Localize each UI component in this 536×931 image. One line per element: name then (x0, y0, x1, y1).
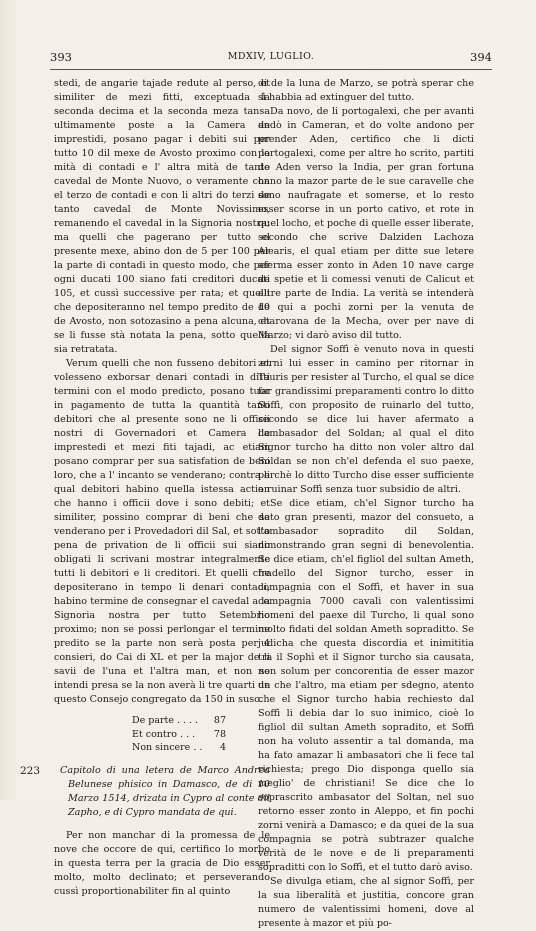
left-page-number: 393 (50, 50, 72, 64)
vote-value: 4 (219, 742, 226, 753)
paragraph: Per non manchar di la promessa de le nove che occore de qui, certifico lo morbo in questa terra per la gracia de Dio esser molto, molto declinato; et perseverando cussì proportionabiliter fin al quinto (54, 829, 270, 897)
left-column (20, 77, 270, 899)
vote-row (132, 741, 270, 755)
running-title: MDXIV, LUGLIO. (227, 51, 315, 62)
document-entry (20, 764, 270, 820)
paragraph: Da novo, de li portogalexi, che per avanti andò in Cameran, et do volte andono per prender Aden, certifico che li dicti portogalexi, come per altre ho scrito, partiti de Aden verso la India, per gran fortuna hano la mazor parte de le sue caravelle che sono naufragate et somerse, et lo resto esser scorse in un porto cativo, et rote in quel locho, et poche di quelle esser liberate, secondo che scrive Dalziden Lachoza Alearis, el qual etiam per ditte sue letere aferma esser zonto in Aden 10 nave carge de spetie et li comessi venuti de Calicut et altre parte de India. La verità se intenderà de qui a pochi zorni per la venuta de charovana de la Mecha, over per nave di Marzo; vi darò aviso dil tutto. (258, 106, 474, 341)
vote-value: 78 (213, 728, 226, 740)
vote-label: De parte . . . . (132, 715, 199, 726)
paragraph: Verum quelli che non fusseno debitori et volesseno exborsar denari contadi in ditti termini con el modo predicto, posano tuor in pagamento de tutta la quantità tanti debitori che al presente sono ne li officii nostri di Governadori et Camera de imprestedi et mezi fiti tajadi, ac etiam posano comprar per sua satisfation de beni loro, che a l' incanto se venderano; contra li qual debitori habino quella istessa action che hanno i officii dove i sono debiti; et similiter, possino comprar di beni che se venderano per i Provedadori dil Sal, et sotto pena de privation de li officii sui siano obligati li scrivani mostrar integralmente tutti li debitori e li creditori. Et quelli che depositerano in tempo li denari contadi, habino termine de consegnar el cavedal a la Signoria nostra per tutto Setembrio proximo; non se possi perlongar el termine predito se la parte non serà posta per 4 consieri, do Cai di XL et per la major de li savii de l'una et l'altra man, et non se intendi presa se la non averà li tre quarti de questo Consejo congregato da 150 in suso. (54, 358, 270, 705)
vote-row (132, 714, 270, 728)
paragraph: di de la luna de Marzo, se potrà sperar che sì habbia ad extinguer del tutto. (258, 78, 474, 103)
vote-tally (132, 714, 270, 755)
entry-title: Capitolo di una letera de Marco Andrea Belunese phisico in Damasco, de di 10 Marzo 1514, drizata in Cypro al conte dil Zapho, e di Cypro mandata de qui. (60, 764, 270, 818)
right-column (258, 77, 474, 931)
entry-number: 223 (20, 764, 41, 777)
paragraph: stedi, de angarie tajade redute al perso, et similiter de mezi fitti, exceptuada la seconda decima et la seconda meza tansa ultimamente poste a la Camera de imprestidi, posano pagar i debiti sui per tutto 10 dil mexe de Avosto proximo con la mità di contadi e l' altra mità de tanto cavedal de Monte Nuovo, o veramente con el terzo de contadi e con li altri do terzi de tanto cavedal de Monte Novissimo, remanendo el cavedal in la Signoria nostra; ma quelli che pagerano per tutto el presente mexe, abino don de 5 per 100 per la parte di contadi in questo modo, che per ogni ducati 100 siano fati creditori ducati 105, et cussì successive per rata; et quelli che depositeranno nel tempo predito de 10 de Avosto, non sotozasino a pena alcuna, et se li fusse stà notata la pena, sotto quella sia retratata. (54, 78, 270, 355)
vote-label: Non sincere . . (132, 742, 203, 753)
right-page-number: 394 (470, 50, 492, 64)
header-rule (50, 69, 492, 70)
running-header (50, 50, 492, 66)
paragraph: Se dice etiam, ch'el Signor turcho ha dato gran presenti, mazor del consueto, a l'ambasador sopradito dil Soldan, dimonstrando gran segni di benevolentia. Se dice etiam, ch'el figliol del sultan Ameth, fradello del Signor turcho, esser in compagnia con el Soffì, et haver in sua compagnia 7000 cavali con valentissimi homeni del paexe dil Turcho, li qual sono molto fidati del soldan Ameth sopraditto. Se judicha che questa discordia et inimititia tra il Sophì et il Signor turcho sia causata, non solum per concorentia de esser mazor un che l'altro, ma etiam per sdegno, atento che el Signor turcho habia rechiesto dal Soffì li debia dar lo suo inimico, cioè lo figliol dil sultan Ameth sopradito, et Soffì non ha voluto assentir a tal domanda, ma ha fato amazar li ambasatori che li fece tal richiesta; prego Dio disponga quello sia meglio' de christiani! Se dice che lo soprascrito ambasator del Soltan, nel suo retorno esser zonto in Aleppo, et fin pochi zorni venirà a Damasco; e da quei de la sua compagnia se potrà subtrazer qualche verità de le nove e de li preparamenti sopraditti con lo Soffì, et el tutto darò aviso. (258, 498, 474, 873)
paragraph: Se divulga etiam, che al signor Soffì, per la sua liberalità et justitia, concore gran numero de valentissimi homeni, dove al presente à mazor et più po- (258, 876, 474, 929)
vote-label: Et contro . . . (132, 728, 196, 740)
paragraph: Del signor Soffì è venuto nova in questi zorni lui esser in camino per ritornar in Tauris per resister al Turcho, el qual se dice far grandissimi preparamenti contro lo ditto Soffì, con proposito de ruinarlo del tutto, secondo se dice lui haver afermato a l'ambasador del Soldan; al qual el dito Signor turcho ha ditto non voler altro dal Soldan se non ch'el defenda el suo paexe, perchè lo ditto Turcho dise esser sufficiente a ruinar Soffì senza tuor subsidio de altri. (258, 344, 474, 495)
vote-value: 87 (213, 715, 226, 726)
vote-row (132, 728, 270, 742)
